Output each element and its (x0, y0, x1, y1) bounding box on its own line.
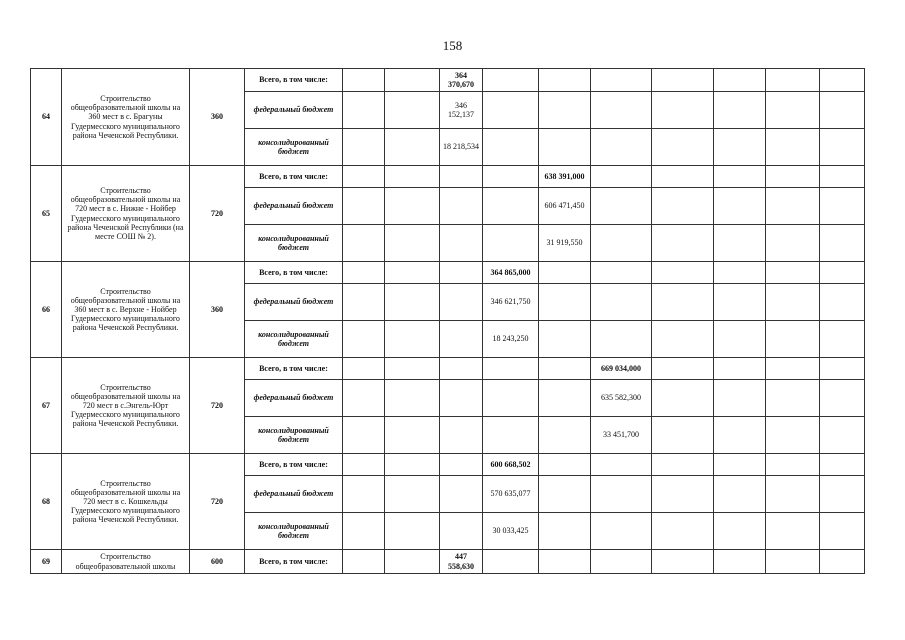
object-name: Строительство общеобразовательной школы (62, 550, 190, 574)
row-number: 66 (31, 262, 62, 358)
value-total: 447 558,630 (440, 550, 483, 574)
category-total: Всего, в том числе: (245, 69, 343, 92)
object-name: Строительство общеобразовательной школы на 360 мест в с. Верхне - Нойбер Гудермесского муниципального района Чеченской Республики. (62, 262, 190, 358)
row-number: 69 (31, 550, 62, 574)
value-consolidated: 33 451,700 (591, 417, 652, 454)
category-federal: федеральный бюджет (245, 188, 343, 225)
object-name: Строительство общеобразовательной школы на 720 мест в с.Энгель-Юрт Гудермесского муниципального района Чеченской Республики. (62, 358, 190, 454)
category-total: Всего, в том числе: (245, 166, 343, 188)
category-federal: федеральный бюджет (245, 92, 343, 129)
value-total: 600 668,502 (483, 454, 539, 476)
value-federal: 635 582,300 (591, 380, 652, 417)
value-consolidated: 18 218,534 (440, 129, 483, 166)
value-federal: 570 635,077 (483, 476, 539, 513)
category-total: Всего, в том числе: (245, 550, 343, 574)
table-row (31, 550, 865, 574)
page-number: 158 (442, 38, 463, 53)
category-total: Всего, в том числе: (245, 262, 343, 284)
value-consolidated: 31 919,550 (539, 225, 591, 262)
category-total: Всего, в том числе: (245, 358, 343, 380)
category-consolidated: консолидированный бюджет (245, 513, 343, 550)
category-federal: федеральный бюджет (245, 476, 343, 513)
budget-table (30, 68, 865, 574)
capacity: 360 (190, 69, 245, 166)
table-row (31, 262, 865, 284)
capacity: 720 (190, 454, 245, 550)
value-consolidated: 30 033,425 (483, 513, 539, 550)
value-consolidated: 18 243,250 (483, 321, 539, 358)
value-total: 638 391,000 (539, 166, 591, 188)
capacity: 600 (190, 550, 245, 574)
value-total: 364 865,000 (483, 262, 539, 284)
category-consolidated: консолидированный бюджет (245, 225, 343, 262)
table-row (31, 358, 865, 380)
value-federal: 346 152,137 (440, 92, 483, 129)
row-number: 67 (31, 358, 62, 454)
value-total: 364 370,670 (440, 69, 483, 92)
value-federal: 606 471,450 (539, 188, 591, 225)
table-row (31, 454, 865, 476)
row-number: 65 (31, 166, 62, 262)
capacity: 720 (190, 358, 245, 454)
category-consolidated: консолидированный бюджет (245, 417, 343, 454)
table-row (31, 166, 865, 188)
category-federal: федеральный бюджет (245, 380, 343, 417)
category-total: Всего, в том числе: (245, 454, 343, 476)
table-row (31, 69, 865, 92)
category-federal: федеральный бюджет (245, 284, 343, 321)
capacity: 720 (190, 166, 245, 262)
object-name: Строительство общеобразовательной школы на 720 мест в с. Нижне - Нойбер Гудермесского муниципального района Чеченской Республики (на месте СОШ № 2). (62, 166, 190, 262)
capacity: 360 (190, 262, 245, 358)
value-total: 669 034,000 (591, 358, 652, 380)
value-federal: 346 621,750 (483, 284, 539, 321)
object-name: Строительство общеобразовательной школы на 360 мест в с. Брагуны Гудермесского муниципального района Чеченской Республики. (62, 69, 190, 166)
row-number: 68 (31, 454, 62, 550)
category-consolidated: консолидированный бюджет (245, 129, 343, 166)
category-consolidated: консолидированный бюджет (245, 321, 343, 358)
object-name: Строительство общеобразовательной школы на 720 мест в с. Кошкельды Гудермесского муниципального района Чеченской Республики. (62, 454, 190, 550)
row-number: 64 (31, 69, 62, 166)
